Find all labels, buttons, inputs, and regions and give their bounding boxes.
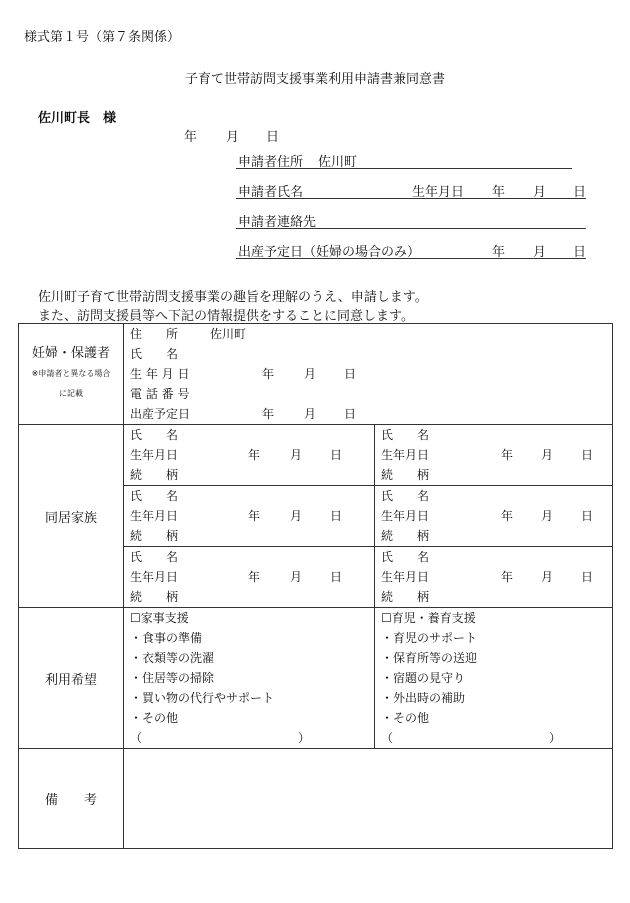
family-name-label: 氏 名 (381, 550, 430, 564)
family-birth-day: 日 (330, 448, 343, 462)
family-birth-month: 月 (290, 509, 303, 523)
usage-item: ・その他 (130, 711, 179, 725)
usage-item: ・その他 (381, 711, 430, 725)
family-birth-day: 日 (581, 570, 594, 584)
housework-support-checkbox[interactable]: ☐家事支援 (130, 611, 189, 625)
guardian-phone-field[interactable] (124, 384, 612, 404)
underline (236, 258, 586, 259)
family-birth-day: 日 (581, 509, 594, 523)
guardian-due-month: 月 (304, 407, 317, 421)
family-name-label: 氏 名 (130, 550, 179, 564)
family-birth-year: 年 (501, 448, 514, 462)
family-section-label: 同居家族 (19, 425, 124, 608)
applicant-address-label: 申請者住所 (238, 155, 304, 170)
due-day: 日 (573, 245, 587, 260)
family-birth-month: 月 (290, 448, 303, 462)
applicant-birth-label: 生年月日 (412, 185, 465, 200)
guardian-name-label: 氏 名 (130, 347, 179, 361)
usage-housework-cell (124, 608, 375, 749)
family-birth-year: 年 (248, 509, 261, 523)
family-name-label: 氏 名 (130, 428, 179, 442)
family-member-cell[interactable] (124, 547, 375, 608)
usage-item: ・買い物の代行やサポート (130, 691, 275, 705)
due-month: 月 (533, 245, 547, 260)
guardian-address-value: 佐川町 (210, 327, 247, 341)
guardian-due-label: 出産予定日 (130, 407, 191, 421)
remarks-label: 備 考 (19, 749, 124, 849)
underline (236, 198, 586, 199)
guardian-note-1: ※申請者と異なる場合 (31, 369, 111, 378)
guardian-fields (124, 324, 613, 425)
guardian-birth-day: 日 (344, 367, 357, 381)
applicant-birth-day: 日 (573, 185, 587, 200)
family-birth-year: 年 (501, 509, 514, 523)
guardian-due-day: 日 (344, 407, 357, 421)
family-name-label: 氏 名 (381, 428, 430, 442)
family-birth-day: 日 (330, 509, 343, 523)
guardian-address-field[interactable] (124, 324, 612, 344)
guardian-birth-year: 年 (262, 367, 275, 381)
family-birth-day: 日 (330, 570, 343, 584)
family-birth-day: 日 (581, 448, 594, 462)
family-birth-month: 月 (541, 509, 554, 523)
usage-item: ・育児のサポート (381, 631, 478, 645)
family-birth-month: 月 (541, 570, 554, 584)
guardian-due-field[interactable] (124, 404, 612, 424)
applicant-address-value: 佐川町 (318, 155, 358, 170)
family-birth-label: 生年月日 (130, 448, 179, 462)
family-birth-month: 月 (541, 448, 554, 462)
applicant-name-label: 申請者氏名 (238, 185, 304, 200)
guardian-birth-month: 月 (304, 367, 317, 381)
family-name-label: 氏 名 (381, 489, 430, 503)
family-member-cell[interactable] (375, 486, 613, 547)
date-day: 日 (266, 130, 280, 145)
usage-other-input[interactable]: （ ） (130, 731, 311, 745)
addressee: 佐川町長 様 (38, 111, 117, 126)
due-year: 年 (492, 245, 506, 260)
guardian-label: 妊婦・保護者 (31, 346, 110, 361)
guardian-due-year: 年 (262, 407, 275, 421)
date-month: 月 (226, 130, 240, 145)
family-birth-label: 生年月日 (130, 509, 179, 523)
guardian-note-2: に記載 (59, 389, 83, 398)
usage-childcare-cell (375, 608, 613, 749)
usage-item: ・宿題の見守り (381, 671, 466, 685)
guardian-section-label (19, 324, 124, 425)
usage-item: ・食事の準備 (130, 631, 203, 645)
family-member-cell[interactable] (124, 425, 375, 486)
remarks-field[interactable] (124, 749, 613, 849)
declaration-line-2: また、訪問支援員等へ下記の情報提供をすることに同意します。 (38, 309, 414, 324)
family-birth-label: 生年月日 (130, 570, 179, 584)
childcare-support-checkbox[interactable]: ☐育児・養育支援 (381, 611, 476, 625)
form-title: 子育て世帯訪問支援事業利用申請書兼同意書 (184, 72, 445, 87)
family-birth-year: 年 (248, 448, 261, 462)
family-relation-label: 続 柄 (381, 468, 430, 482)
family-birth-label: 生年月日 (381, 448, 430, 462)
applicant-birth-year: 年 (492, 185, 506, 200)
family-relation-label: 続 柄 (381, 590, 430, 604)
applicant-contact-label: 申請者連絡先 (238, 215, 317, 230)
application-table (18, 323, 613, 849)
family-birth-year: 年 (501, 570, 514, 584)
guardian-name-field[interactable] (124, 344, 612, 364)
family-birth-year: 年 (248, 570, 261, 584)
family-relation-label: 続 柄 (130, 468, 179, 482)
date-year: 年 (184, 130, 198, 145)
guardian-phone-label: 電 話 番 号 (130, 387, 190, 401)
usage-item: ・外出時の補助 (381, 691, 466, 705)
guardian-birth-label: 生 年 月 日 (130, 367, 190, 381)
guardian-address-label: 住 所 (130, 327, 179, 341)
usage-other-input[interactable]: （ ） (381, 731, 562, 745)
family-birth-label: 生年月日 (381, 509, 430, 523)
family-birth-label: 生年月日 (381, 570, 430, 584)
usage-section-label: 利用希望 (19, 608, 124, 749)
applicant-due-label: 出産予定日（妊婦の場合のみ） (238, 245, 421, 260)
family-birth-month: 月 (290, 570, 303, 584)
form-number: 様式第１号（第７条関係） (24, 30, 181, 45)
family-member-cell[interactable] (375, 547, 613, 608)
underline (236, 228, 586, 229)
family-relation-label: 続 柄 (130, 529, 179, 543)
family-member-cell[interactable] (375, 425, 613, 486)
usage-item: ・保育所等の送迎 (381, 651, 478, 665)
applicant-birth-month: 月 (533, 185, 547, 200)
usage-item: ・住居等の掃除 (130, 671, 215, 685)
underline (236, 168, 572, 169)
declaration-line-1: 佐川町子育て世帯訪問支援事業の趣旨を理解のうえ、申請します。 (38, 290, 428, 305)
usage-item: ・衣類等の洗濯 (130, 651, 215, 665)
family-member-cell[interactable] (124, 486, 375, 547)
family-name-label: 氏 名 (130, 489, 179, 503)
family-relation-label: 続 柄 (381, 529, 430, 543)
family-relation-label: 続 柄 (130, 590, 179, 604)
guardian-birth-field[interactable] (124, 364, 612, 384)
